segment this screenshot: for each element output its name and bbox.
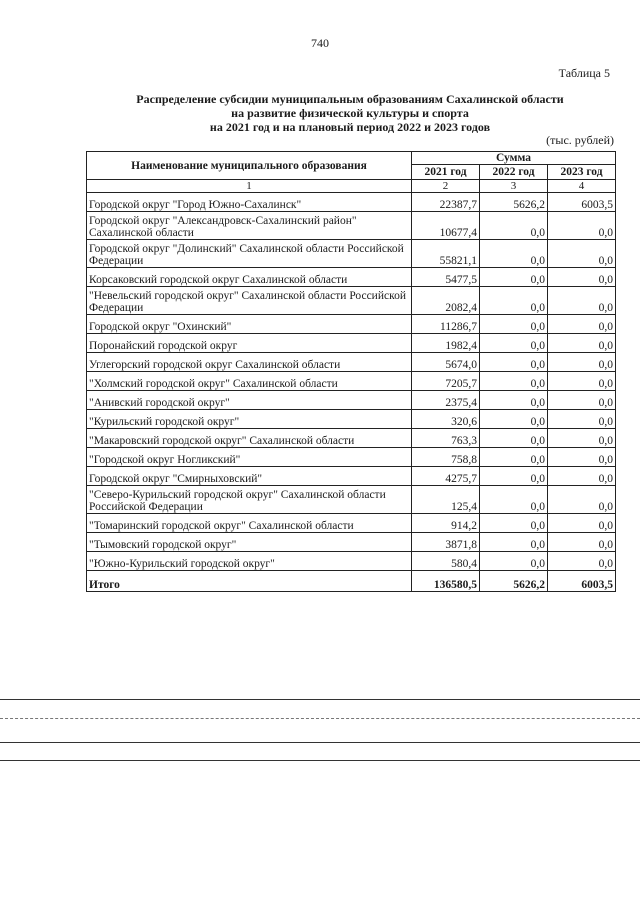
- value-2022: 0,0: [480, 268, 548, 287]
- value-2022: 0,0: [480, 410, 548, 429]
- value-2022: 0,0: [480, 212, 548, 240]
- value-2021: 320,6: [412, 410, 480, 429]
- table-row: [87, 514, 616, 533]
- title-line-2: на развитие физической культуры и спорта: [231, 106, 469, 120]
- municipality-name: "Томаринский городской округ" Сахалинской области: [87, 514, 412, 533]
- value-2021: 11286,7: [412, 315, 480, 334]
- municipality-name: "Невельский городской округ" Сахалинской области Российской Федерации: [87, 287, 412, 315]
- municipality-name: "Курильский городской округ": [87, 410, 412, 429]
- municipality-name: "Тымовский городской округ": [87, 533, 412, 552]
- header-municipality: Наименование муниципального образования: [87, 152, 412, 180]
- total-row: [87, 571, 616, 592]
- divider-line: [0, 699, 640, 700]
- value-2022: 0,0: [480, 334, 548, 353]
- table-row: [87, 429, 616, 448]
- table-body: [87, 193, 616, 571]
- value-2023: 0,0: [548, 315, 616, 334]
- value-2023: 0,0: [548, 448, 616, 467]
- value-2021: 5477,5: [412, 268, 480, 287]
- value-2022: 0,0: [480, 552, 548, 571]
- value-2021: 3871,8: [412, 533, 480, 552]
- value-2022: 0,0: [480, 391, 548, 410]
- table-row: [87, 467, 616, 486]
- header-year-2022: 2022 год: [480, 165, 548, 180]
- value-2022: 0,0: [480, 486, 548, 514]
- table-row: [87, 552, 616, 571]
- value-2022: 0,0: [480, 353, 548, 372]
- value-2023: 0,0: [548, 334, 616, 353]
- municipality-name: Городской округ "Смирныховский": [87, 467, 412, 486]
- value-2023: 0,0: [548, 514, 616, 533]
- divider-line: [0, 760, 640, 761]
- value-2021: 763,3: [412, 429, 480, 448]
- value-2022: 0,0: [480, 514, 548, 533]
- table-row: [87, 268, 616, 287]
- value-2022: 0,0: [480, 448, 548, 467]
- units-label: (тыс. рублей): [546, 133, 614, 147]
- municipality-name: Поронайский городской округ: [87, 334, 412, 353]
- value-2023: 0,0: [548, 391, 616, 410]
- value-2023: 0,0: [548, 372, 616, 391]
- municipality-name: Корсаковский городской округ Сахалинской области: [87, 268, 412, 287]
- value-2023: 0,0: [548, 212, 616, 240]
- table-row: [87, 410, 616, 429]
- page-number: 740: [311, 36, 329, 50]
- column-index: 2: [412, 180, 480, 193]
- title-line-3: на 2021 год и на плановый период 2022 и 2023 годов: [209, 120, 491, 134]
- subsidy-table: [86, 151, 616, 592]
- total-label: Итого: [87, 571, 412, 592]
- value-2021: 22387,7: [412, 193, 480, 212]
- value-2021: 55821,1: [412, 240, 480, 268]
- total-2021: 136580,5: [412, 571, 480, 592]
- table-label: Таблица 5: [558, 66, 610, 80]
- value-2023: 0,0: [548, 268, 616, 287]
- header-sum: Сумма: [412, 152, 616, 165]
- value-2021: 5674,0: [412, 353, 480, 372]
- value-2023: 0,0: [548, 410, 616, 429]
- municipality-name: Городской округ "Александровск-Сахалинский район" Сахалинской области: [87, 212, 412, 240]
- table-row: [87, 287, 616, 315]
- table-row: [87, 391, 616, 410]
- value-2022: 0,0: [480, 315, 548, 334]
- value-2021: 10677,4: [412, 212, 480, 240]
- municipality-name: "Городской округ Ногликский": [87, 448, 412, 467]
- value-2023: 0,0: [548, 429, 616, 448]
- table-row: [87, 315, 616, 334]
- value-2022: 0,0: [480, 287, 548, 315]
- table-row: [87, 448, 616, 467]
- value-2022: 0,0: [480, 533, 548, 552]
- value-2021: 758,8: [412, 448, 480, 467]
- municipality-name: Городской округ "Охинский": [87, 315, 412, 334]
- table-row: [87, 353, 616, 372]
- value-2021: 7205,7: [412, 372, 480, 391]
- divider-line: [0, 718, 640, 719]
- column-index: 3: [480, 180, 548, 193]
- value-2022: 0,0: [480, 467, 548, 486]
- municipality-name: "Южно-Курильский городской округ": [87, 552, 412, 571]
- value-2023: 0,0: [548, 353, 616, 372]
- total-2023: 6003,5: [548, 571, 616, 592]
- value-2022: 0,0: [480, 240, 548, 268]
- value-2022: 0,0: [480, 372, 548, 391]
- value-2023: 0,0: [548, 552, 616, 571]
- value-2023: 0,0: [548, 240, 616, 268]
- table-row: [87, 240, 616, 268]
- divider-line: [0, 742, 640, 743]
- value-2023: 0,0: [548, 467, 616, 486]
- title-line-1: Распределение субсидии муниципальным образованиям Сахалинской области: [136, 92, 564, 106]
- value-2023: 0,0: [548, 287, 616, 315]
- value-2021: 4275,7: [412, 467, 480, 486]
- value-2023: 0,0: [548, 533, 616, 552]
- table-row: [87, 193, 616, 212]
- table-row: [87, 212, 616, 240]
- document-title: [90, 92, 610, 134]
- total-2022: 5626,2: [480, 571, 548, 592]
- value-2021: 125,4: [412, 486, 480, 514]
- municipality-name: "Холмский городской округ" Сахалинской области: [87, 372, 412, 391]
- value-2021: 2082,4: [412, 287, 480, 315]
- header-year-2021: 2021 год: [412, 165, 480, 180]
- value-2021: 2375,4: [412, 391, 480, 410]
- municipality-name: "Северо-Курильский городской округ" Сахалинской области Российской Федерации: [87, 486, 412, 514]
- column-index: 4: [548, 180, 616, 193]
- table-row: [87, 533, 616, 552]
- value-2023: 0,0: [548, 486, 616, 514]
- municipality-name: "Макаровский городской округ" Сахалинской области: [87, 429, 412, 448]
- value-2021: 1982,4: [412, 334, 480, 353]
- value-2022: 0,0: [480, 429, 548, 448]
- value-2021: 914,2: [412, 514, 480, 533]
- municipality-name: Углегорский городской округ Сахалинской области: [87, 353, 412, 372]
- value-2022: 5626,2: [480, 193, 548, 212]
- column-index: 1: [87, 180, 412, 193]
- municipality-name: Городской округ "Город Южно-Сахалинск": [87, 193, 412, 212]
- municipality-name: "Анивский городской округ": [87, 391, 412, 410]
- value-2023: 6003,5: [548, 193, 616, 212]
- table-row: [87, 372, 616, 391]
- table-row: [87, 334, 616, 353]
- header-year-2023: 2023 год: [548, 165, 616, 180]
- table-row: [87, 486, 616, 514]
- value-2021: 580,4: [412, 552, 480, 571]
- municipality-name: Городской округ "Долинский" Сахалинской области Российской Федерации: [87, 240, 412, 268]
